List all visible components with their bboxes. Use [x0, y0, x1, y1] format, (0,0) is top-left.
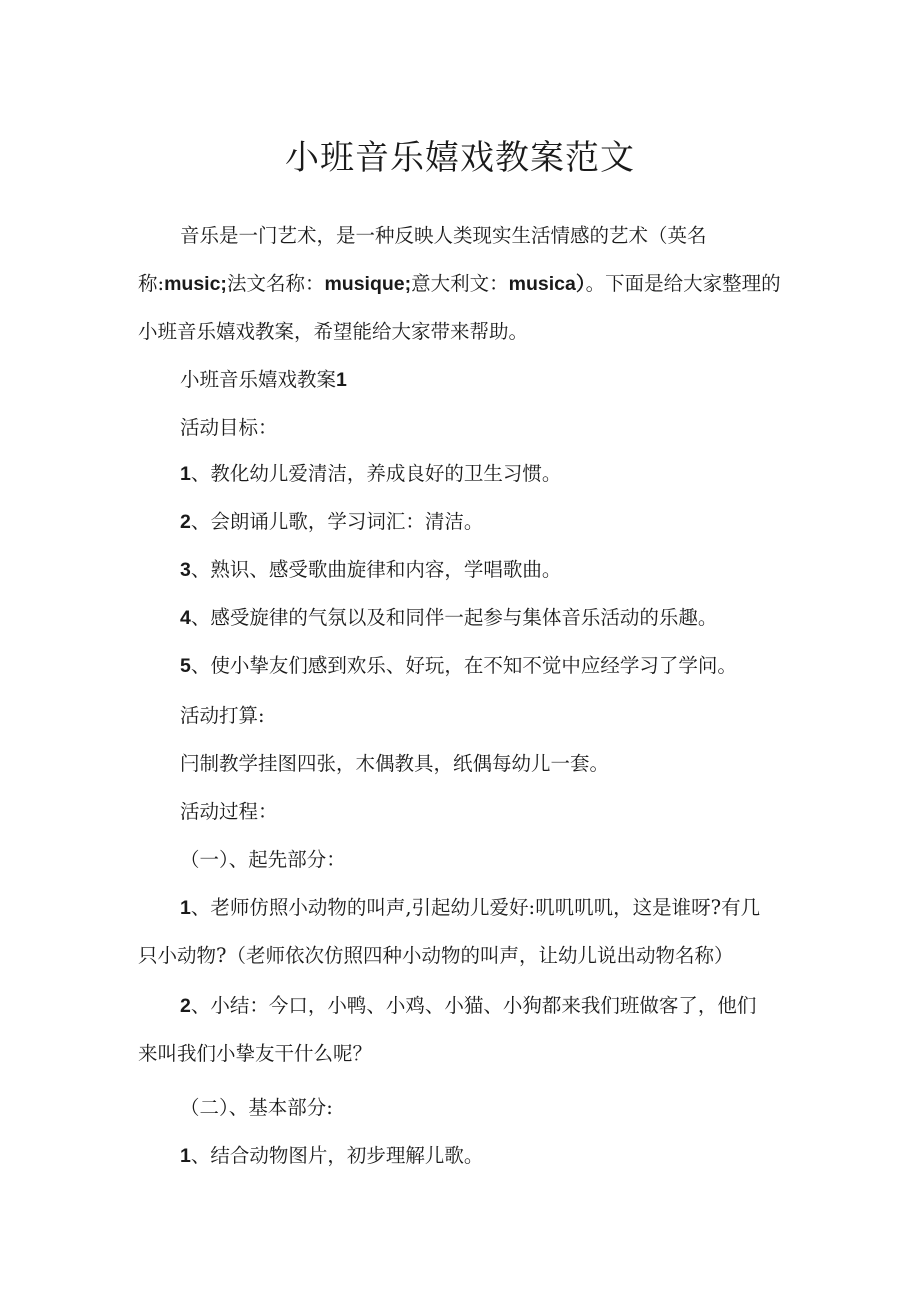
goal-text: 、会朗诵儿歌，学习词汇：清洁。: [190, 510, 484, 533]
goal-item: [180, 652, 737, 680]
part1-item-number: 2: [180, 995, 191, 1017]
intro-term-music: music;: [164, 273, 227, 295]
intro-term-musica: musica）: [508, 273, 586, 295]
goal-item: [180, 508, 483, 536]
intro-text: 。下面是给大家整理的: [585, 272, 781, 295]
prep-text: 闩制教学挂图四张，木偶教具，纸偶每幼儿一套。: [180, 752, 610, 775]
part1-item-line: 来叫我们小挚友干什么呢？: [138, 1042, 373, 1065]
goals-label: 活动目标：: [180, 416, 278, 439]
part2-label: （二）、基本部分:: [180, 1096, 333, 1119]
part1-item-text: 、小结：今口，小鸭、小鸡、小猫、小狗都来我们班做客了，他们: [190, 994, 757, 1017]
intro-line-3: 小班音乐嬉戏教案，希望能给大家带来帮助。: [138, 320, 529, 343]
intro-text: 称:: [138, 272, 165, 295]
document-title: 小班音乐嬉戏教案范文: [285, 138, 635, 178]
goal-item: [180, 460, 561, 488]
goal-number: 5: [180, 655, 191, 677]
intro-line-2: [138, 270, 781, 298]
section-heading-text: 小班音乐嬉戏教案: [180, 368, 337, 391]
part2-item-text: 、结合动物图片，初步理解儿歌。: [190, 1144, 484, 1167]
goal-item: [180, 556, 561, 584]
goal-text: 、使小挚友们感到欢乐、好玩，在不知不觉中应经学习了学问。: [190, 654, 737, 677]
part1-item-line: 只小动物?（老师依次仿照四种小动物的叫声，让幼儿说出动物名称）: [138, 944, 734, 967]
goal-text: 、感受旋律的气氛以及和同伴一起参与集体音乐活动的乐趣。: [190, 606, 718, 629]
intro-text: 法文名称：: [226, 272, 325, 295]
goal-number: 4: [180, 607, 191, 629]
section-heading-number: 1: [336, 369, 347, 391]
goal-number: 2: [180, 511, 191, 533]
process-label: 活动过程：: [180, 800, 278, 823]
goal-item: [180, 604, 717, 632]
part1-item-text: 、老师仿照小动物的叫声,引起幼儿爱好:叽叽叽叽，这是谁呀?有几: [190, 896, 761, 919]
prep-label: 活动打算:: [180, 704, 265, 727]
section-heading: [180, 366, 347, 394]
goal-number: 1: [180, 463, 191, 485]
goal-text: 、熟识、感受歌曲旋律和内容，学唱歌曲。: [190, 558, 562, 581]
goal-number: 3: [180, 559, 191, 581]
intro-text: 意大利文：: [411, 272, 509, 295]
part2-item-number: 1: [180, 1145, 191, 1167]
part2-item-line: [180, 1142, 483, 1170]
part1-label: （一）、起先部分：: [180, 848, 346, 871]
part1-item-number: 1: [180, 897, 191, 919]
part1-item-line: [180, 894, 760, 922]
part1-item-line: [180, 992, 756, 1020]
intro-term-musique: musique;: [324, 273, 412, 295]
goal-text: 、教化幼儿爱清洁，养成良好的卫生习惯。: [190, 462, 562, 485]
intro-line-1: 音乐是一门艺术，是一种反映人类现实生活情感的艺术（英名: [180, 224, 707, 247]
